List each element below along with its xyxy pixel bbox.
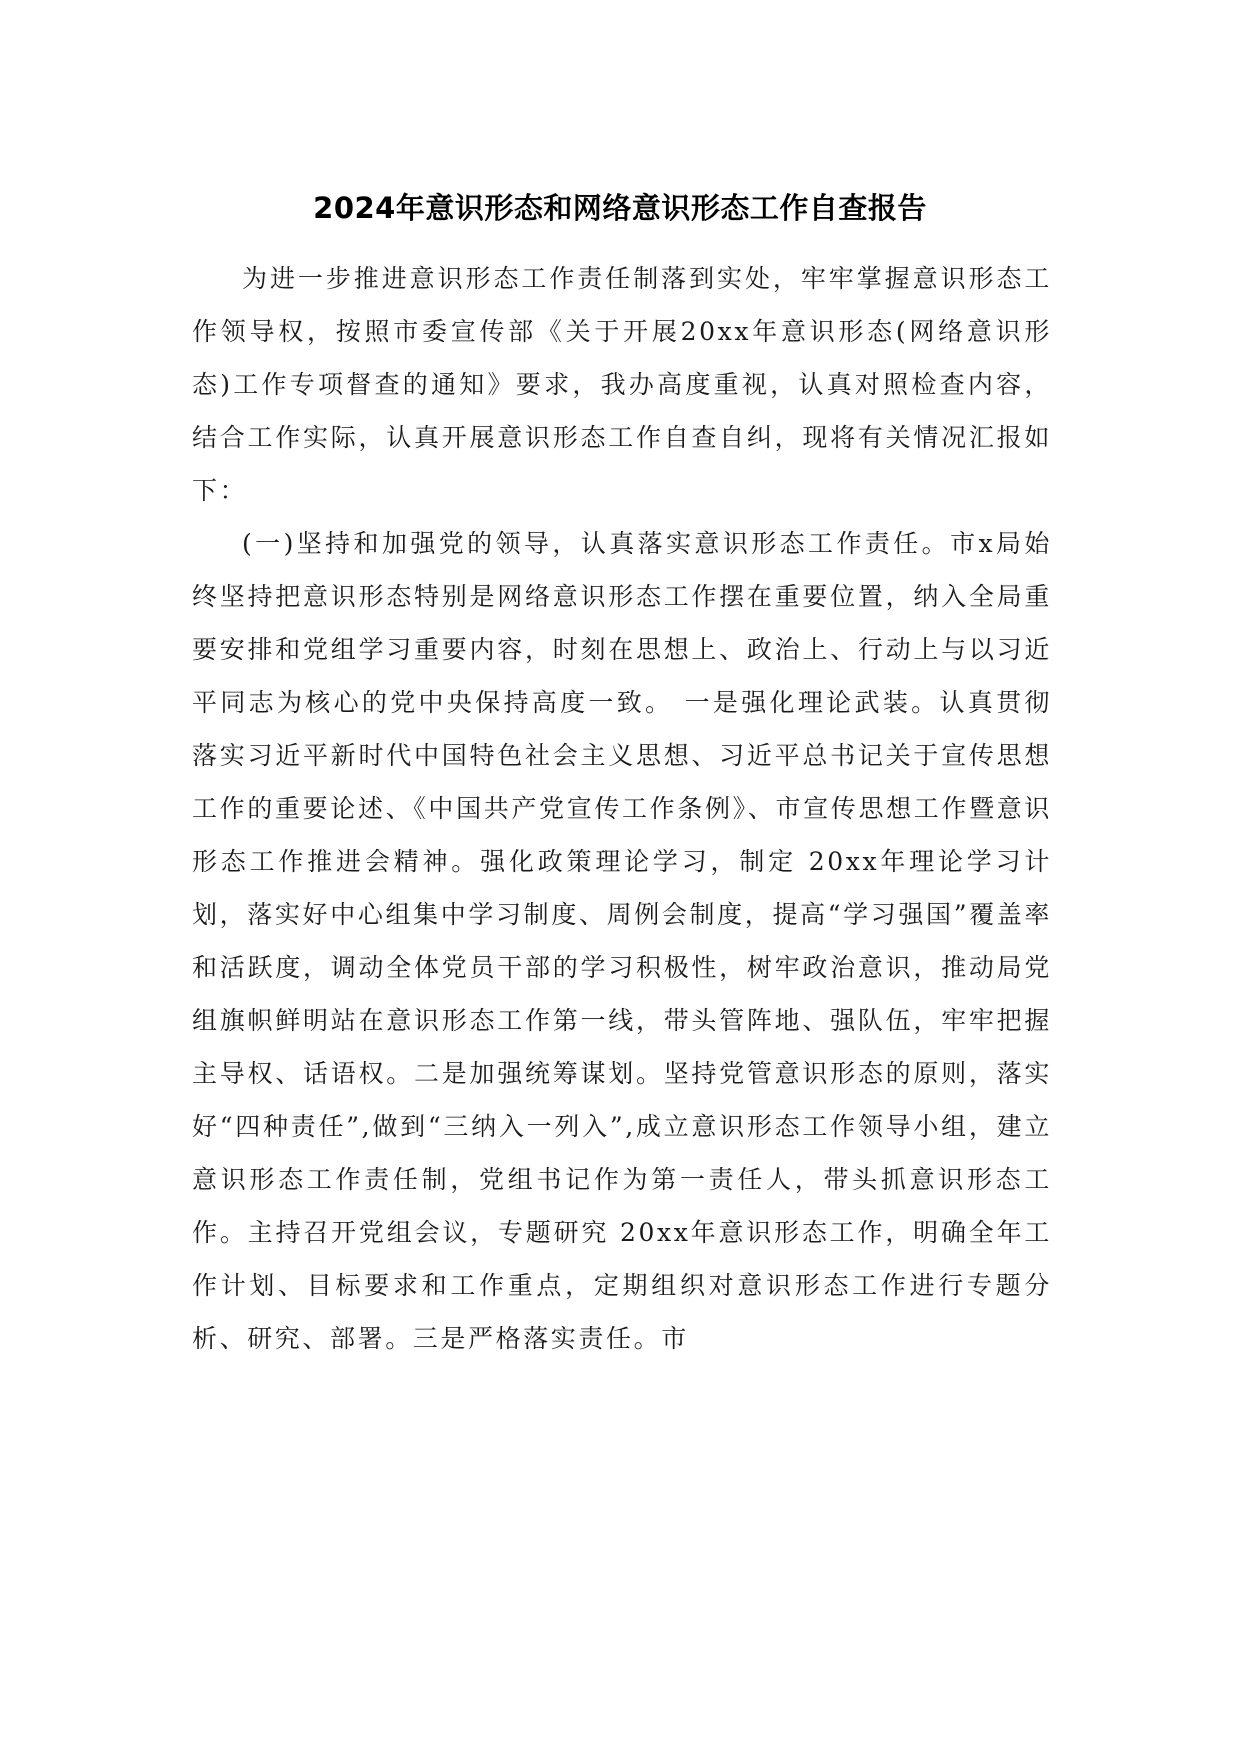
document-body [192,252,1052,1365]
intro-paragraph: 为进一步推进意识形态工作责任制落到实处，牢牢掌握意识形态工作领导权，按照市委宣传部《关于开展20xx年意识形态(网络意识形态)工作专项督查的通知》要求，我办高度重视，认真对照检查内容，结合工作实际，认真开展意识形态工作自查自纠，现将有关情况汇报如下： [192,264,1052,505]
document-title: 2024年意识形态和网络意识形态工作自查报告 [313,191,927,225]
section-one-paragraph: (一)坚持和加强党的领导，认真落实意识形态工作责任。市x局始终坚持把意识形态特别是网络意识形态工作摆在重要位置，纳入全局重要安排和党组学习重要内容，时刻在思想上、政治上、行动上与以习近平同志为核心的党中央保持高度一致。 一是强化理论武装。认真贯彻落实习近平新时代中国特色社会主义思想、习近平总书记关于宣传思想工作的重要论述、《中国共产党宣传工作条例》、市宣传思想工作暨意识形态工作推进会精神。强化政策理论学习，制定 20xx年理论学习计划，落实好中心组集中学习制度、周例会制度，提高“学习强国”覆盖率和活跃度，调动全体党员干部的学习积极性，树牢政治意识，推动局党组旗帜鲜明站在意识形态工作第一线，带头管阵地、强队伍，牢牢把握主导权、话语权。二是加强统筹谋划。坚持党管意识形态的原则，落实好“四种责任”,做到“三纳入一列入”,成立意识形态工作领导小组，建立意识形态工作责任制，党组书记作为第一责任人，带头抓意识形态工作。主持召开党组会议，专题研究 20xx年意识形态工作，明确全年工作计划、目标要求和工作重点，定期组织对意识形态工作进行专题分析、研究、部署。三是严格落实责任。市 [192,529,1052,1353]
